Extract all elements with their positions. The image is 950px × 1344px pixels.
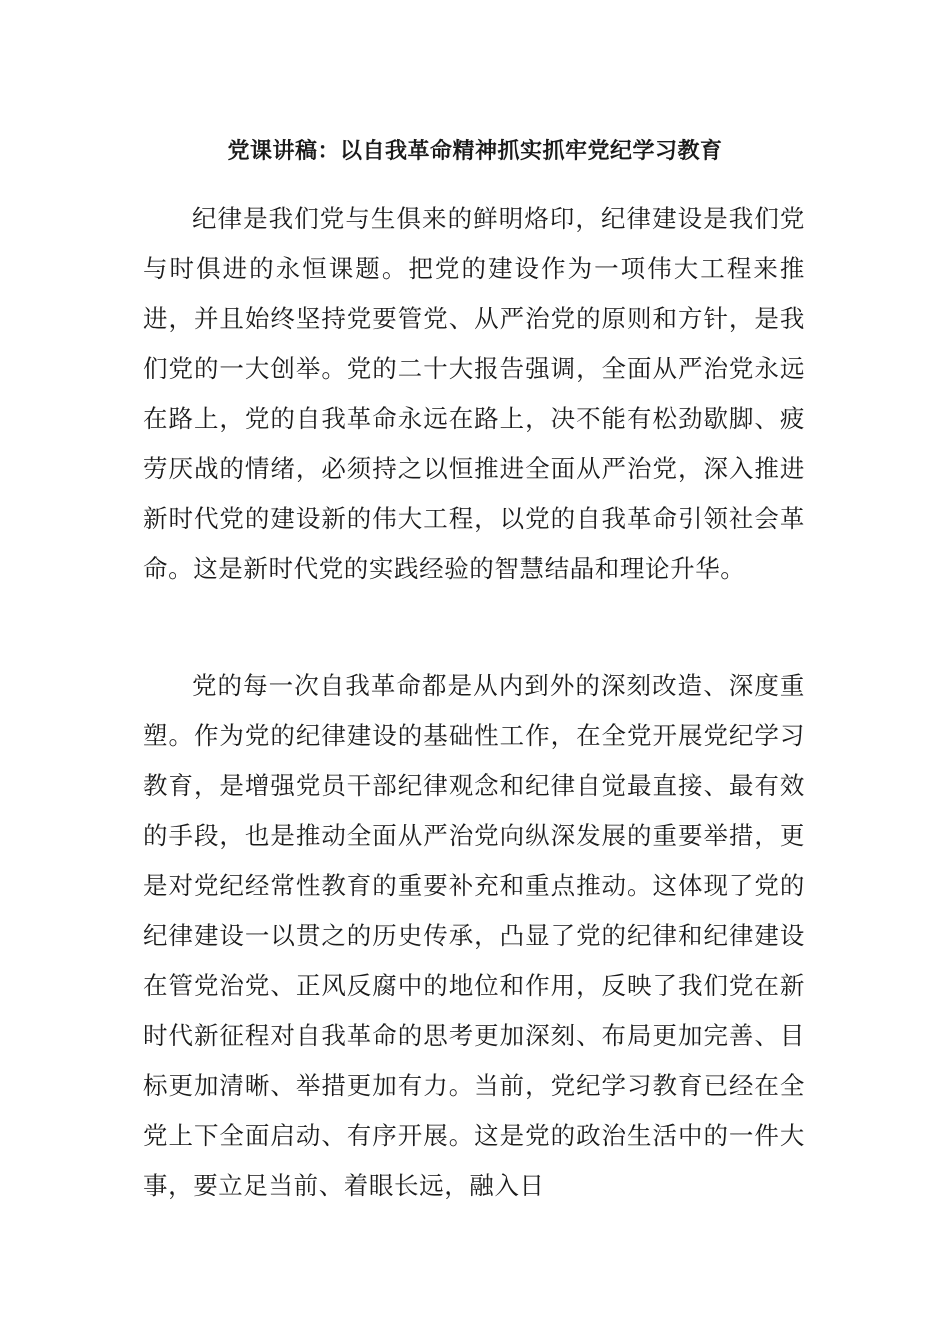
body-paragraph-1: 纪律是我们党与生俱来的鲜明烙印，纪律建设是我们党与时俱进的永恒课题。把党的建设作为一项伟大工程来推进，并且始终坚持党要管党、从严治党的原则和方针，是我们党的一大创举。党的二十大报告强调，全面从严治党永远在路上，党的自我革命永远在路上，决不能有松劲歇脚、疲劳厌战的情绪，必须持之以恒推进全面从严治党，深入推进新时代党的建设新的伟大工程，以党的自我革命引领社会革命。这是新时代党的实践经验的智慧结晶和理论升华。 [143,204,805,583]
body-paragraph-2: 党的每一次自我革命都是从内到外的深刻改造、深度重塑。作为党的纪律建设的基础性工作，在全党开展党纪学习教育，是增强党员干部纪律观念和纪律自觉最直接、最有效的手段，也是推动全面从严治党向纵深发展的重要举措，更是对党纪经常性教育的重要补充和重点推动。这体现了党的纪律建设一以贯之的历史传承，凸显了党的纪律和纪律建设在管党治党、正风反腐中的地位和作用，反映了我们党在新时代新征程对自我革命的思考更加深刻、布局更加完善、目标更加清晰、举措更加有力。当前，党纪学习教育已经在全党上下全面启动、有序开展。这是党的政治生活中的一件大事，要立足当前、着眼长远，融入日 [143,671,805,1200]
document-title: 党课讲稿：以自我革命精神抓实抓牢党纪学习教育 [227,139,723,164]
